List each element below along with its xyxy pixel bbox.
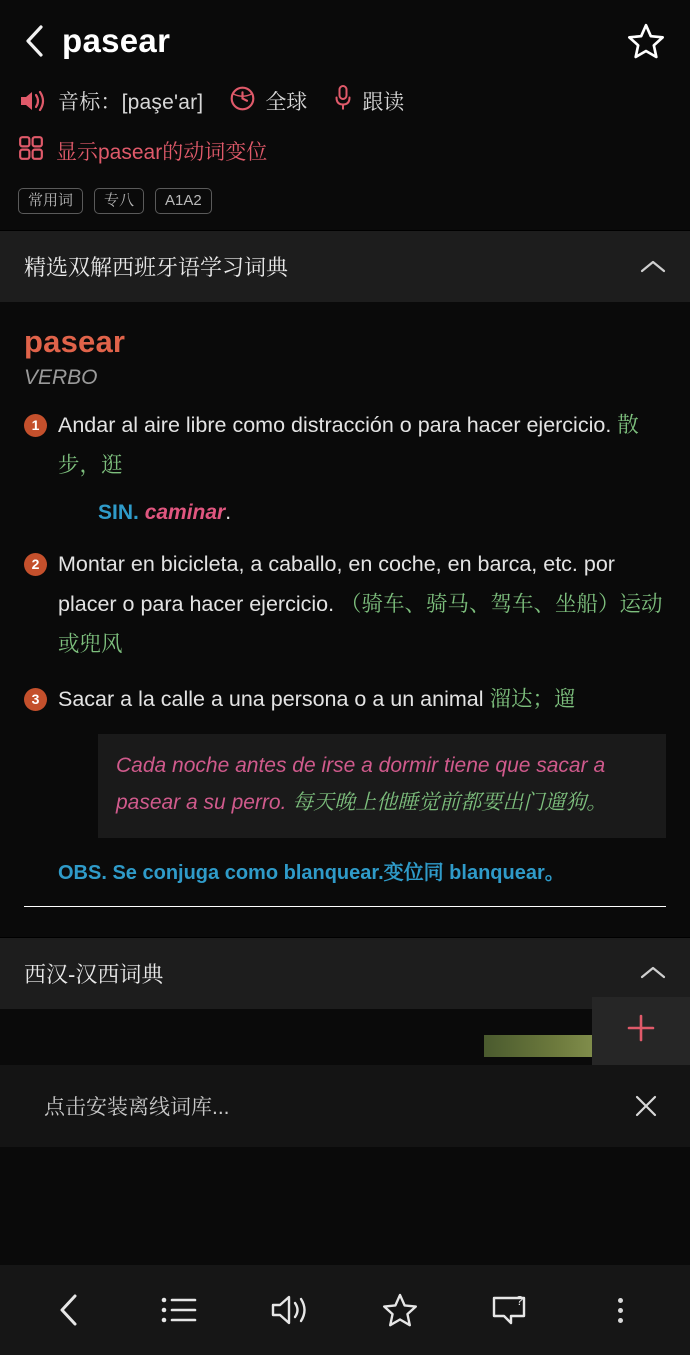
tag-row (18, 188, 668, 214)
follow-read-button[interactable] (333, 84, 404, 117)
tag-level-cet[interactable]: 专八 (94, 188, 144, 214)
section-title: 精选双解西班牙语学习词典 (24, 255, 289, 280)
sense-item (24, 545, 666, 664)
phonetic-label: 音标： (58, 90, 122, 114)
chevron-up-icon[interactable] (640, 960, 666, 986)
sense-definition-es: Montar en bicicleta, a caballo, en coche, en barca, etc. por placer o para hacer ejercicio. (58, 552, 615, 616)
sense-definition-zh: 散步，逛 (58, 413, 639, 477)
dictionary-entry (0, 302, 690, 888)
speaker-icon[interactable] (18, 88, 46, 114)
word-header (0, 0, 690, 230)
synonym-word[interactable]: caminar (144, 500, 226, 524)
star-outline-icon[interactable] (624, 19, 668, 63)
entry-divider (24, 906, 666, 907)
grid-squares-icon (18, 135, 44, 166)
tag-level-a1a2[interactable]: A1A2 (155, 188, 212, 214)
sense-item (24, 680, 666, 720)
section-title: 西汉-汉西词典 (24, 961, 164, 987)
example-spanish: Cada noche antes de irse a dormir tiene que sacar a pasear a su perro. (116, 754, 606, 814)
install-offline-dictionary-bar[interactable] (0, 1065, 690, 1147)
section-header-learner-dictionary[interactable] (0, 230, 690, 302)
conjugation-button[interactable] (18, 135, 668, 166)
phonetic-row (18, 84, 668, 117)
nav-back[interactable] (33, 1274, 105, 1346)
page-title: pasear (62, 22, 171, 59)
entry-part-of-speech: VERBO (24, 366, 98, 389)
sense-number: 1 (24, 414, 47, 437)
tag-common[interactable]: 常用词 (18, 188, 83, 214)
conjugation-label: 显示pasear的动词变位 (56, 140, 268, 164)
globe-clock-icon (229, 85, 256, 117)
svg-text:?: ? (516, 1293, 524, 1308)
synonym-label: SIN. (98, 500, 139, 524)
global-pronunciation-button[interactable] (229, 85, 307, 117)
nav-more[interactable] (585, 1274, 657, 1346)
chevron-up-icon[interactable] (640, 254, 666, 280)
global-label: 全球 (265, 90, 308, 114)
microphone-icon (333, 84, 353, 117)
sense-number: 3 (24, 688, 47, 711)
follow-read-label: 跟读 (362, 90, 405, 114)
add-button[interactable] (592, 997, 690, 1065)
header-top-row (18, 14, 668, 68)
back-chevron-icon[interactable] (18, 24, 52, 58)
nav-list[interactable] (143, 1274, 215, 1346)
plus-icon (624, 1011, 658, 1050)
sense-definition-zh: 溜达；遛 (489, 687, 576, 712)
more-vertical-icon (618, 1298, 623, 1323)
nav-help[interactable] (474, 1274, 546, 1346)
nav-favorite[interactable] (364, 1274, 436, 1346)
sense-item (24, 406, 666, 486)
bottom-navigation-bar (0, 1265, 690, 1355)
entry-headword: pasear (24, 324, 126, 359)
synonym-line (24, 496, 666, 530)
section-header-es-zh-dictionary[interactable] (0, 937, 690, 1009)
example-sentence (98, 734, 666, 838)
sense-definition-es: Andar al aire libre como distracción o para hacer ejercicio. (58, 413, 612, 437)
phonetic-value: [paşe'ar] (121, 90, 204, 114)
install-bar-text: 点击安装离线词库... (44, 1095, 230, 1119)
nav-sound[interactable] (254, 1274, 326, 1346)
observation-note: OBS. Se conjuga como blanquear.变位同 blanquear。 (58, 861, 565, 884)
sense-definition-zh: （骑车、骑马、驾车、坐船）运动或兜风 (58, 591, 663, 656)
phonetic-text (58, 86, 203, 116)
example-chinese: 每天晚上他睡觉前都要出门遛狗。 (292, 790, 608, 814)
close-x-icon[interactable] (628, 1088, 664, 1124)
sense-number: 2 (24, 553, 47, 576)
sense-definition-es: Sacar a la calle a una persona o a un animal (58, 687, 484, 712)
synonym-period: . (225, 500, 232, 524)
